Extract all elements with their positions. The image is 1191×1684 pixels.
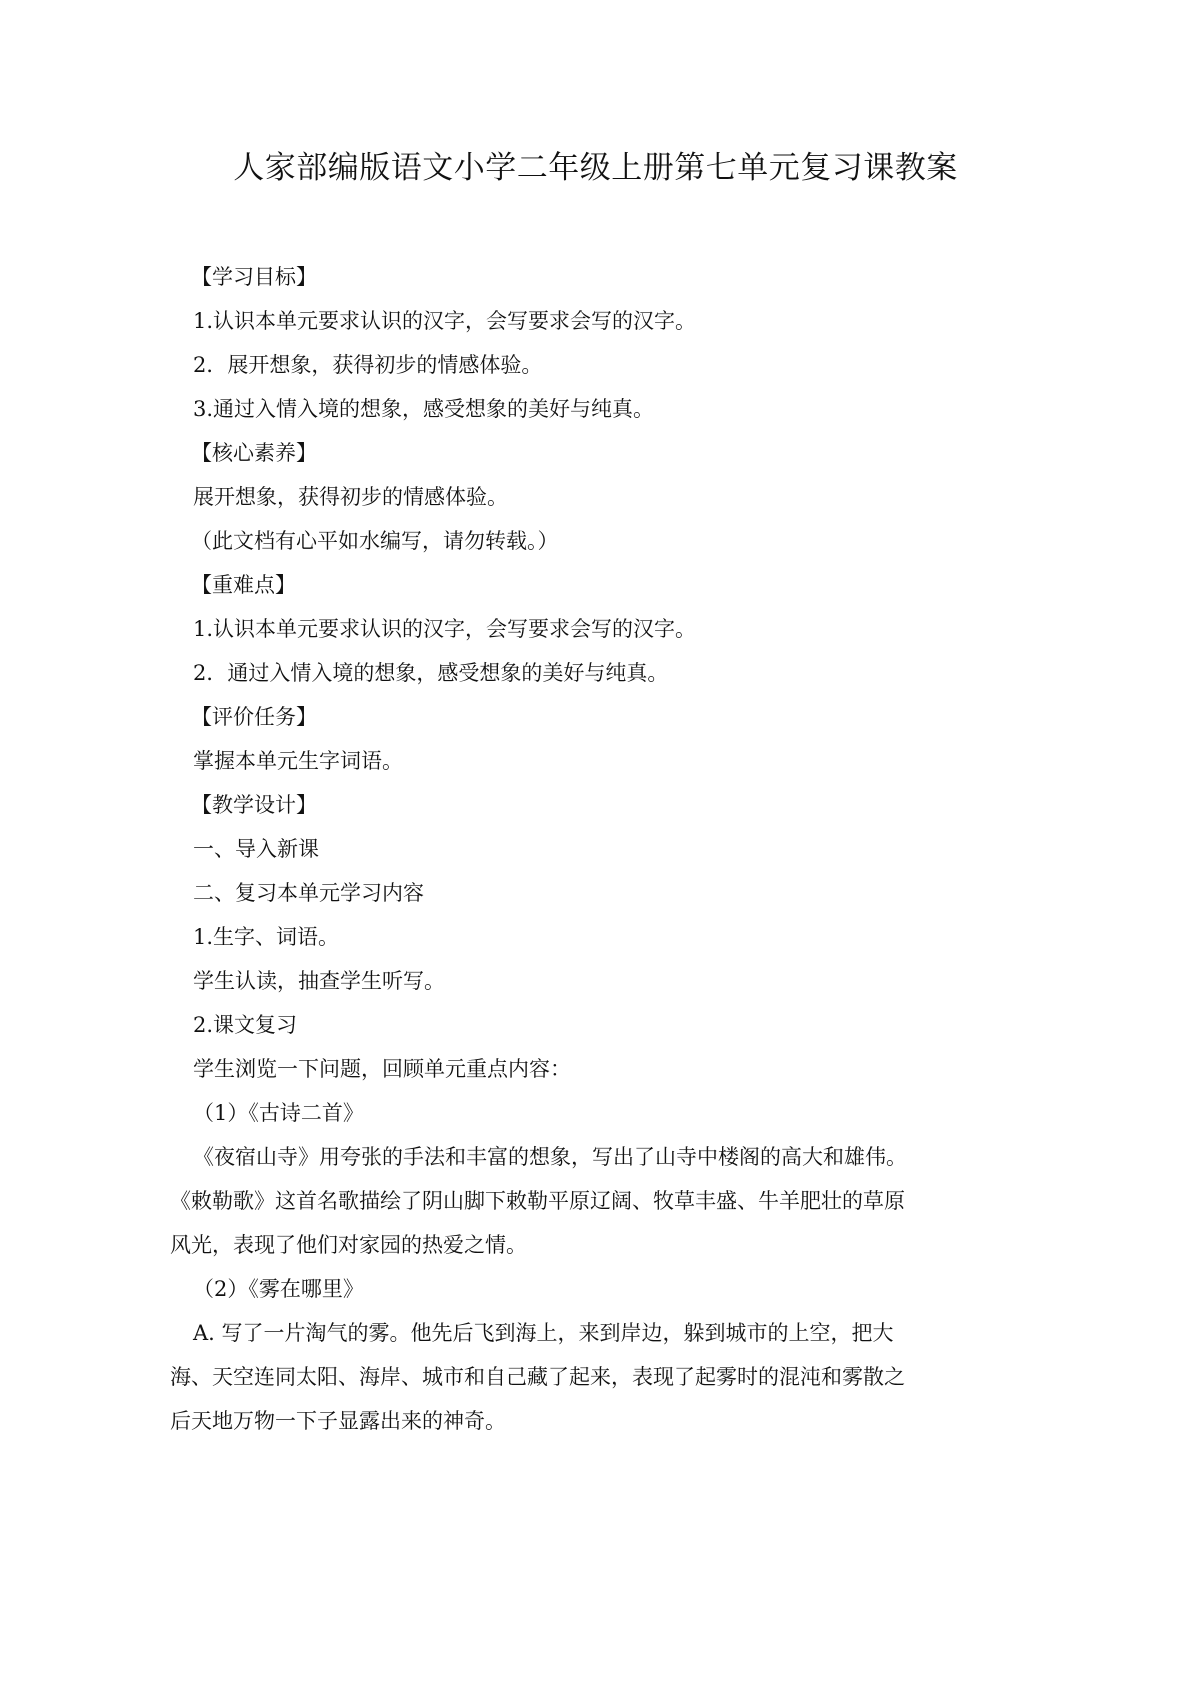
fog-paragraph-line-3: 后天地万物一下子显露出来的神奇。 xyxy=(170,1409,506,1433)
goal-item-1: 1.认识本单元要求认识的汉字，会写要求会写的汉字。 xyxy=(193,309,697,333)
document-title: 人家部编版语文小学二年级上册第七单元复习课教案 xyxy=(233,150,958,186)
key-point-item-1: 1.认识本单元要求认识的汉字，会写要求会写的汉字。 xyxy=(193,617,697,641)
section-review: 二、复习本单元学习内容 xyxy=(193,881,424,905)
heading-teaching-design: 【教学设计】 xyxy=(191,793,317,817)
review-item-text: 2.课文复习 xyxy=(193,1013,298,1037)
subsection-fog: （2）《雾在哪里》 xyxy=(193,1277,364,1301)
key-point-item-2: 2．通过入情入境的想象，感受想象的美好与纯真。 xyxy=(193,661,669,685)
review-item-vocabulary: 1.生字、词语。 xyxy=(193,925,340,949)
goal-item-3: 3.通过入情入境的想象，感受想象的美好与纯真。 xyxy=(193,397,655,421)
heading-learning-goals: 【学习目标】 xyxy=(191,265,317,289)
poem-paragraph-line-1: 《夜宿山寺》用夸张的手法和丰富的想象，写出了山寺中楼阁的高大和雄伟。 xyxy=(193,1145,907,1169)
copyright-note: （此文档有心平如水编写，请勿转载。） xyxy=(191,529,559,553)
heading-core-literacy: 【核心素养】 xyxy=(191,441,317,465)
evaluation-text: 掌握本单元生字词语。 xyxy=(193,749,403,773)
fog-paragraph-line-1: A. 写了一片淘气的雾。他先后飞到海上，来到岸边，躲到城市的上空，把大 xyxy=(193,1321,894,1345)
text-review-intro: 学生浏览一下问题，回顾单元重点内容： xyxy=(193,1057,571,1081)
poem-paragraph-line-2: 《敕勒歌》这首名歌描绘了阴山脚下敕勒平原辽阔、牧草丰盛、牛羊肥壮的草原 xyxy=(170,1189,905,1213)
goal-item-2: 2．展开想象，获得初步的情感体验。 xyxy=(193,353,543,377)
section-introduction: 一、导入新课 xyxy=(193,837,319,861)
fog-paragraph-line-2: 海、天空连同太阳、海岸、城市和自己藏了起来，表现了起雾时的混沌和雾散之 xyxy=(170,1365,905,1389)
poem-paragraph-line-3: 风光，表现了他们对家园的热爱之情。 xyxy=(170,1233,527,1257)
heading-evaluation: 【评价任务】 xyxy=(191,705,317,729)
subsection-ancient-poems: （1）《古诗二首》 xyxy=(193,1101,364,1125)
core-literacy-text: 展开想象，获得初步的情感体验。 xyxy=(193,485,508,509)
heading-key-points: 【重难点】 xyxy=(191,573,296,597)
vocabulary-activity: 学生认读，抽查学生听写。 xyxy=(193,969,445,993)
